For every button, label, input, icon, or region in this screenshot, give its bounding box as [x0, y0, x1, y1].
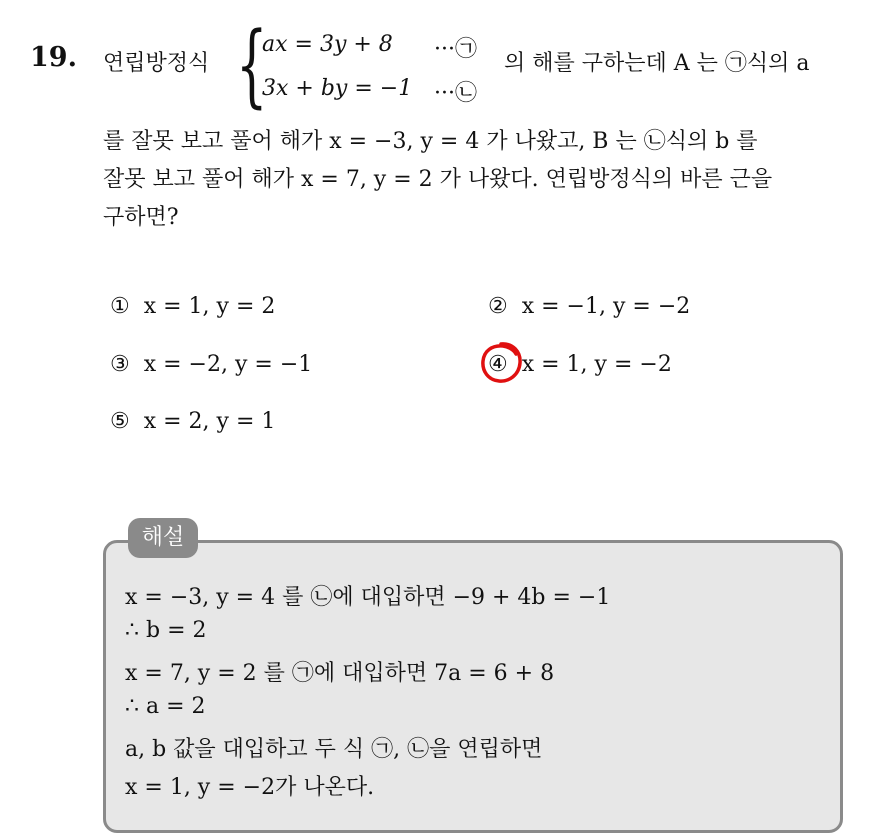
question-line-1: 의 해를 구하는데 A 는 ㉠식의 a [504, 51, 810, 76]
question-lead: 연립방정식 [103, 51, 210, 76]
question-line-4: 구하면? [103, 205, 179, 230]
choice-5-text: x = 2, y = 1 [143, 409, 276, 434]
equation-1-marker: ···㉠ [434, 37, 477, 62]
choice-4-text: x = 1, y = −2 [521, 352, 672, 377]
choice-3[interactable] [110, 352, 312, 377]
solution-line-1: x = −3, y = 4 를 ㉡에 대입하면 −9 + 4b = −1 [125, 585, 611, 610]
choice-4-mark: ④ [488, 352, 508, 377]
solution-line-5: a, b 값을 대입하고 두 식 ㉠, ㉡을 연립하면 [125, 737, 543, 762]
system-brace: { [236, 13, 268, 118]
choice-1[interactable] [110, 294, 275, 319]
choice-2-text: x = −1, y = −2 [521, 294, 691, 319]
question-line-3: 잘못 보고 풀어 해가 x = 7, y = 2 가 나왔다. 연립방정식의 바른 근을 [103, 167, 773, 192]
choice-5-mark: ⑤ [110, 409, 130, 434]
choice-2[interactable] [488, 294, 690, 319]
equation-2: 3x + by = −1 [262, 76, 413, 101]
solution-line-6: x = 1, y = −2가 나온다. [125, 775, 375, 800]
choice-1-mark: ① [110, 294, 130, 319]
solution-line-4: ∴ a = 2 [125, 694, 206, 719]
question-number: 19. [30, 42, 77, 73]
choice-3-mark: ③ [110, 352, 130, 377]
choice-5[interactable] [110, 409, 275, 434]
solution-line-3: x = 7, y = 2 를 ㉠에 대입하면 7a = 6 + 8 [125, 661, 555, 686]
equation-1: ax = 3y + 8 [262, 32, 393, 57]
equation-2-marker: ···㉡ [434, 81, 477, 106]
solution-line-2: ∴ b = 2 [125, 618, 207, 643]
solution-tab: 해설 [128, 518, 198, 558]
question-line-2: 를 잘못 보고 풀어 해가 x = −3, y = 4 가 나왔고, B 는 ㉡식의 b 를 [103, 129, 758, 154]
choice-2-mark: ② [488, 294, 508, 319]
choice-3-text: x = −2, y = −1 [143, 352, 313, 377]
choice-1-text: x = 1, y = 2 [143, 294, 276, 319]
answer-circle-mark [479, 340, 523, 384]
